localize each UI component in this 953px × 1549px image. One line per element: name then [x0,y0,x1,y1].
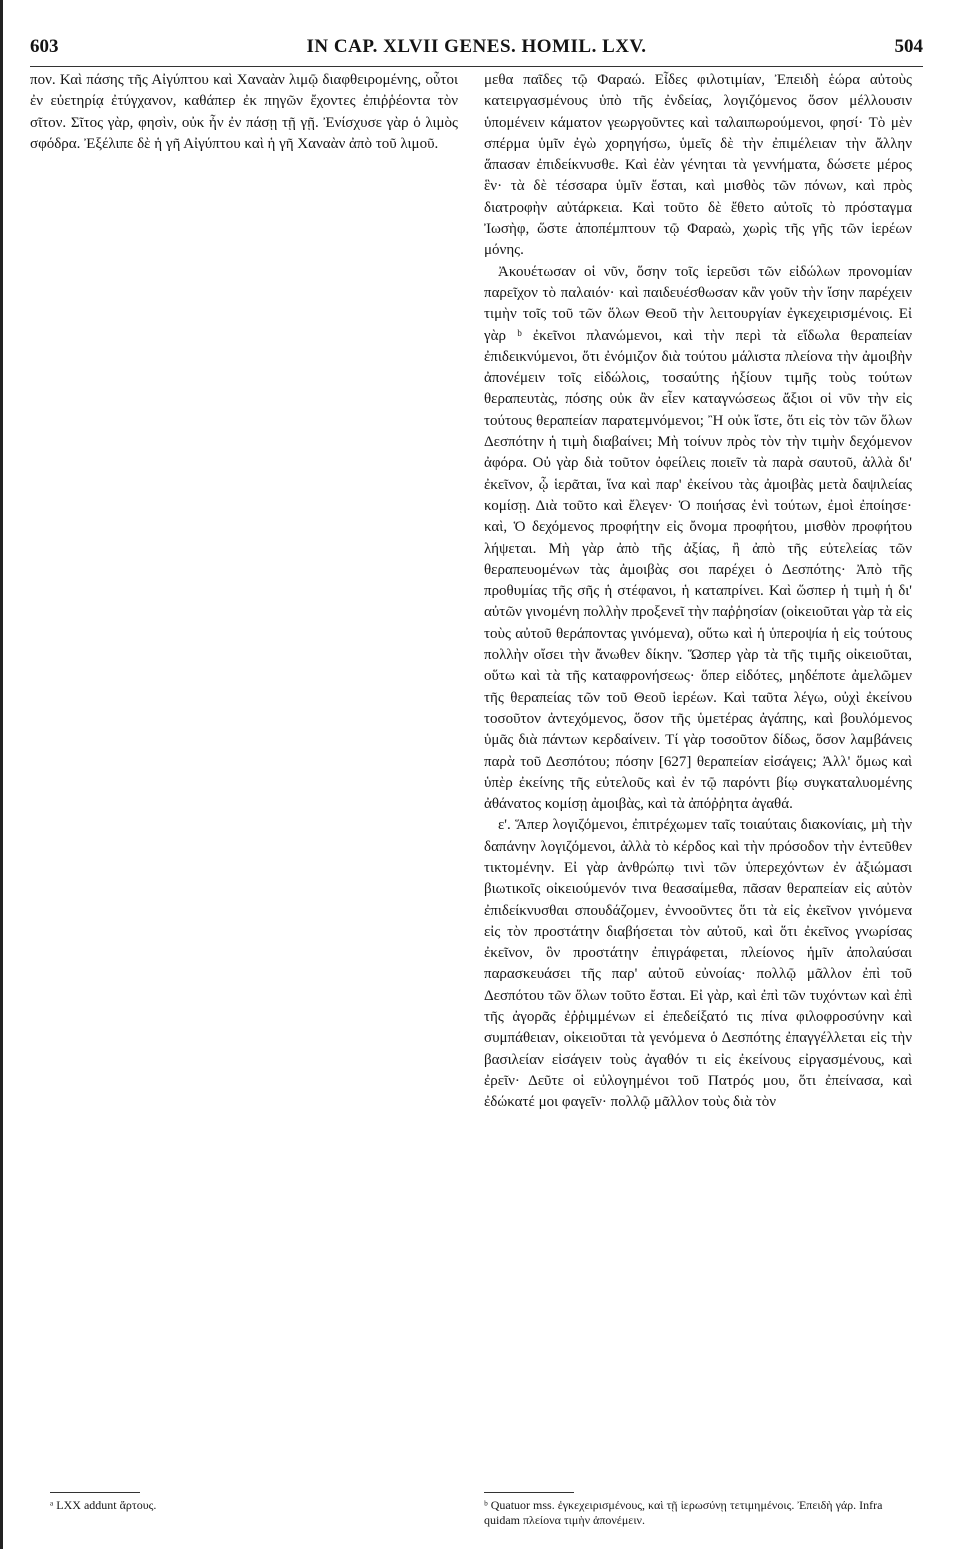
footnote-right: ᵇ Quatuor mss. ἐγκεχειρισμένους, καὶ τῇ ἱερωσύνῃ τετιμημένοις. Ἐπειδὴ γάρ. Infra quidam πλείονα τιμὴν ἀπονέμειν. [484,1498,883,1527]
page-binding-edge [0,0,3,1549]
running-header [30,36,923,66]
paragraph: ε'. Ἅπερ λογιζόμενοι, ἐπιτρέχωμεν ταῖς τοιαύταις διακονίαις, μὴ τὴν δαπάνην λογιζόμενοι, ἀλλὰ τὸ κέρδος καὶ τὴν πρόσοδον τὴν ἐντεῦθεν τικτομένην. Εἰ γὰρ ἀνθρώπῳ τινὶ τῶν ὑπερεχόντων ἐν ἀξιώμασι βιωτικοῖς οἰκειούμενόν τινα θεασαίμεθα, πᾶσαν θεραπείαν εἰς αὐτὸν ἐπιδείκνυσθαι σπουδάζομεν, ἐννοοῦντες ὅτι τὰ εἰς ἐκεῖνον γινόμενα εἰς τὸν προστάτην διαβήσεται τὸν αὐτοῦ, καὶ ὅτι ἐκεῖνος γνωρίσας ἐκεῖνον, ὃν προστάτην ἐπιγράφεται, πλείονος ἡμῖν ἀπολαύσαι παρασκευάσει τῆς παρ' αὐτοῦ εὐνοίας· πολλῷ μᾶλλον ἐπὶ τοῦ Δεσπότου τῶν ὅλων τοῦτο ἔσται. Εἰ γὰρ, καὶ ἐπὶ τῶν τυχόντων καὶ ἐπὶ τῆς ἀγορᾶς ἐῤῥιμμένων εἰ ἐπεδείξατό τις πίνα φιλοφροσύνην καὶ συμπάθειαν, οἰκειοῦται τὰ γενόμενα ὁ Δεσπότης ἐπαγγέλλεται εἰς τὴν βασιλείαν εἰσάγειν τοὺς ἀγαθόν τι εἰς ἐκείνους εἰργασμένους, καὶ ἐρεῖν· Δεῦτε οἱ εὐλογημένοι τοῦ Πατρός μου, ὅτι ἐπείνασα, καὶ ἐδώκατέ μοι φαγεῖν· πολλῷ μᾶλλον τοὺς διὰ τὸν [484,817,912,1111]
page-number-right: 504 [894,36,923,57]
paragraph: πον. Καὶ πάσης τῆς Αἰγύπτου καὶ Χαναὰν λιμῷ διαφθειρομένης, οὗτοι ἐν εὐετηρίᾳ ἐτύγχανον, καθάπερ ἐκ πηγῶν ἔχοντες ἐπιῤῥέοντα τὸν σῖτον. Σῖτος γὰρ, φησὶν, οὐκ ἦν ἐν πάσῃ τῇ γῇ. Ἐνίσχυσε γὰρ ὁ λιμὸς σφόδρα. Ἐξέλιπε δὲ ἡ γῆ Αἰγύπτου καὶ ἡ γῆ Χαναὰν ἀπὸ τοῦ λιμοῦ. [30,72,458,152]
page-number-left: 603 [30,36,59,57]
footnote-rule-left [50,1492,140,1493]
paragraph: Ἀκουέτωσαν οἱ νῦν, ὅσην τοῖς ἱερεῦσι τῶν εἰδώλων προνομίαν παρεῖχον τὸ παλαιόν· καὶ παιδευέσθωσαν κἂν γοῦν τὴν ἴσην παρέχειν τιμὴν τοῖς τοῦ τῶν ὅλων Θεοῦ τὴν λειτουργίαν ἐγκεχειρισμένοις. Εἰ γὰρ ᵇ ἐκεῖνοι πλανώμενοι, καὶ τὴν περὶ τὰ εἴδωλα θεραπείαν ἐπιδεικνύμενοι, ὅτι ἐνόμιζον διὰ τούτου μάλιστα πλείονα τὴν ἀμοιβὴν ἀπονέμειν τοῖς εἰδώλοις, τοσαύτης ἠξίουν τιμῆς τοὺς τούτων θεραπευτὰς, πόσης οὐκ ἂν εἶεν καταγνώσεως ἄξιοι οἱ νῦν τὴν εἰς τούτους θεραπείαν παρατεμνόμενοι; Ἢ οὐκ ἴστε, ὅτι εἰς τὸν τῶν ὅλων Δεσπότην ἡ τιμὴ διαβαίνει; Μὴ τοίνυν πρὸς τὸν τὴν τιμὴν δεχόμενον ἀφόρα. Οὐ γὰρ διὰ τοῦτον ὀφείλεις ποιεῖν τὰ παρὰ σαυτοῦ, ἀλλὰ δι' ἐκεῖνον, ᾧ ἱερᾶται, ἵνα καὶ παρ' ἐκείνου τὰς ἀμοιβὰς μετὰ δαψιλείας κομίσῃ. Διὰ τοῦτο καὶ ἔλεγεν· Ὁ ποιήσας ἑνὶ τούτων, ἐμοὶ ἐποίησε· καὶ, Ὁ δεχόμενος προφήτην εἰς ὄνομα προφήτου, μισθὸν προφήτου λήψεται. Μὴ γὰρ ἀπὸ τῆς ἀξίας, ἢ ἀπὸ τῆς εὐτελείας τῶν θεραπευομένων τὰς ἀμοιβὰς σοι παρέχει ὁ Δεσπότης· Ἀπὸ τῆς προθυμίας τῆς σῆς ἡ στέφανοι, ἡ καταπρίνει. Καὶ ὥσπερ ἡ τιμὴ ἡ δι' αὐτῶν γινομένη πολλὴν προξενεῖ τὴν παῤῥησίαν (οἰκειοῦται γὰρ τὰ εἰς τοὺς αὐτοῦ θεράποντας γινόμενα), οὕτω καὶ ἡ ὑπεροψία ἡ εἰς τούτους πολλὴν οἴσει τὴν ἄνωθεν δίκην. Ὥσπερ γὰρ τὰ τῆς τιμῆς οἰκειοῦται, οὕτω καὶ τὰ τῆς καταφρονήσεως· ὅπερ εἰδότες, μηδέποτε ἀμελῶμεν τῆς θεραπείας τῶν τοῦ Θεοῦ ἱερέων. Καὶ ταῦτα λέγω, οὐχὶ ἐκείνου τοσοῦτον ἀντεχόμενος, ὅσον τῆς ὑμετέρας ἀγάπης, καὶ βουλόμενος ὑμᾶς διὰ πάντων κερδαίνειν. Τί γὰρ τοσοῦτον δίδως, ὅσον λαμβάνεις παρὰ τοῦ Δεσπότου; πόσην [627] θεραπείαν εἰσάγεις; Ἀλλ' ὅμως καὶ ὑπὲρ ἐκείνης τῆς εὐτελοῦς καὶ ἐν τῷ παρόντι βίῳ συγκαταλυομένης ἀθάνατος κομίσῃ ἀμοιβὰς, καὶ τὰ ἀπόῤῥητα ἀγαθά. [484,263,912,813]
right-column [484,70,912,1114]
footnote-left: ᵃ LXX addunt ἄρτους. [50,1498,157,1512]
footnote-rule-right [484,1492,574,1493]
header-rule [30,66,923,67]
running-title: IN CAP. XLVII GENES. HOMIL. LXV. [306,36,647,57]
paragraph: μεθα παῖδες τῷ Φαραώ. Εἶδες φιλοτιμίαν, Ἐπειδὴ ἑώρα αὐτοὺς κατειργασμένους ὑπὸ τῆς ἐνδείας, λογιζόμενος ὅσον μέλλουσιν ὑπομένειν κάματον γεωργοῦντες καὶ ταλαιπωρούμενοι, φησί· Τὸ μὲν σπέρμα ὑμῖν ἐγὼ χορηγήσω, ὑμεῖς δὲ τὴν ἐπιμέλειαν τὴν ἄλλην ἅπασαν ἐπιδείκνυσθε. Καὶ ἐὰν γένηται τὰ γεννήματα, δώσετε μέρος ἓν· τὰ δὲ τέσσαρα ὑμῖν ἔσται, καὶ μισθὸς τῶν πόνων, καὶ πρὸς διατροφὴν αὐτάρκεια. Καὶ τοῦτο δὲ ἔθετο αὐτοῖς τὸ πρόσταγμα Ἰωσὴφ, ὥστε ἀποπέμπτουν τῷ Φαραὼ, χωρὶς τῆς γῆς τῶν ἱερέων μόνης. [484,72,912,259]
left-column [30,70,458,155]
